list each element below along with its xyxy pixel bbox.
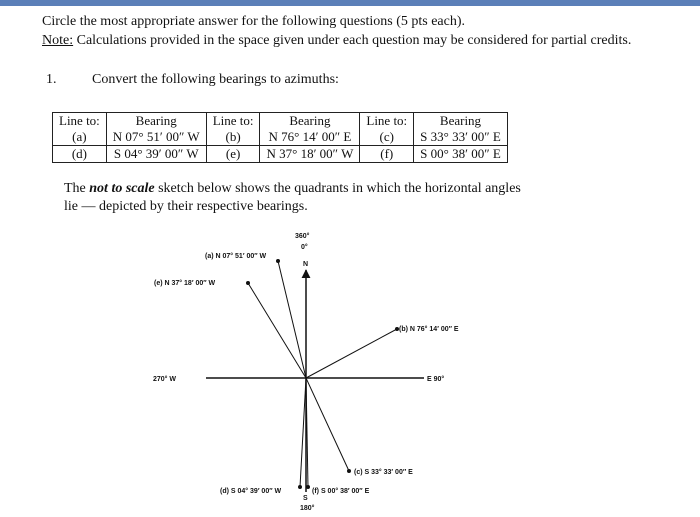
table-cell: N 07° 51′ 00″ W [106,129,206,146]
table-header-cell: Line to: [53,113,107,130]
line-d [300,378,306,487]
label-d: (d) S 04° 39′ 00″ W [220,488,282,495]
table-cell: (e) [206,146,260,163]
label-south-180: 180° [300,505,315,512]
label-north-n: N [303,261,309,268]
table-header-cell: Line to: [206,113,260,130]
table-cell: S 04° 39′ 00″ W [106,146,206,163]
label-c: (c) S 33° 33′ 00″ E [354,469,413,476]
point-d [298,485,302,489]
point-c [347,469,351,473]
label-south-s: S [303,495,308,502]
label-b: (b) N 76° 14′ 00″ E [399,326,459,333]
point-a [276,259,280,263]
point-e [246,281,250,285]
label-north-360: 360° [295,233,310,240]
label-e: (e) N 37° 18′ 00″ W [154,280,216,287]
table-cell: (b) [206,129,260,146]
label-a: (a) N 07° 51′ 00″ W [205,253,267,260]
instruction-line: Circle the most appropriate answer for the following questions (5 pts each). [42,14,465,29]
table-header-cell: Bearing [414,113,508,130]
description-line-2: lie — depicted by their respective bearings. [64,199,308,214]
table-header-cell: Bearing [106,113,206,130]
label-f: (f) S 00° 38′ 00″ E [312,488,370,495]
label-east: E 90° [427,376,445,383]
description-emphasis: not to scale [89,181,155,196]
question-number: 1. [46,72,57,87]
table-cell: N 37° 18′ 00″ W [260,146,360,163]
table-cell: (f) [360,146,414,163]
line-b [306,329,397,378]
question-text: Convert the following bearings to azimuths: [92,72,339,87]
note-text: Calculations provided in the space given under each question may be considered for partial credits. [73,33,632,48]
table-cell: N 76° 14′ 00″ E [260,129,360,146]
table-header-cell: Bearing [260,113,360,130]
label-north-0: 0° [301,244,308,251]
line-a [278,261,309,378]
point-f [306,485,310,489]
line-e [248,283,306,378]
table-cell: S 33° 33′ 00″ E [414,129,508,146]
note-label: Note: [42,33,74,48]
table-cell: (c) [360,129,414,146]
table-cell: S 00° 38′ 00″ E [414,146,508,163]
table-header-cell: Line to: [360,113,414,130]
line-c [306,378,349,471]
table-cell: (a) [53,129,107,146]
table-cell: (d) [53,146,107,163]
description-pre: The [64,181,90,196]
description-post: sketch below shows the quadrants in which the horizontal angles [154,181,521,196]
label-west: 270° W [153,376,177,383]
